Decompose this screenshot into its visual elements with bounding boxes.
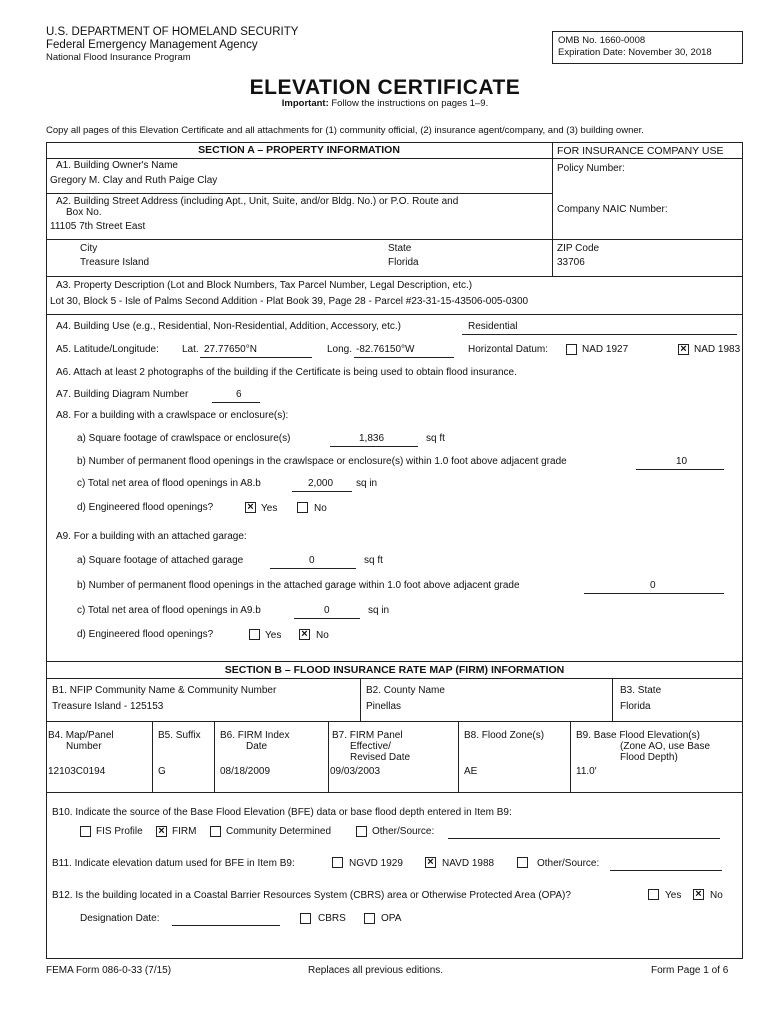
a9d-yes-label: Yes: [265, 630, 282, 641]
b5-label: B5. Suffix: [158, 730, 201, 741]
cbrs-label: CBRS: [318, 913, 346, 924]
important-note: [0, 98, 770, 109]
community-determined-label: Community Determined: [226, 826, 332, 837]
nad1927-label: NAD 1927: [582, 344, 629, 355]
a8d-no-label: No: [314, 503, 327, 514]
long-value[interactable]: -82.76150°W: [356, 344, 415, 355]
a3-value[interactable]: Lot 30, Block 5 - Isle of Palms Second Addition - Plat Book 39, Page 28 - Parcel #23-31-15-43506-005-0300: [50, 296, 529, 307]
b4-label-line2: Number: [66, 741, 102, 752]
b7-label-line2: Effective/: [350, 741, 391, 752]
b12-yes-label: Yes: [665, 890, 682, 901]
a9d-no-label: No: [316, 630, 329, 641]
b12-label: B12. Is the building located in a Coastal Barrier Resources System (CBRS) area or Otherwise Protected Area (OPA)?: [52, 890, 571, 901]
a3-label: A3. Property Description (Lot and Block Numbers, Tax Parcel Number, Legal Description, etc.): [56, 280, 473, 291]
policy-number-label: Policy Number:: [557, 163, 625, 174]
b7-label-line1: B7. FIRM Panel: [332, 730, 403, 741]
a8a-value[interactable]: 1,836: [359, 433, 385, 444]
a6-label: A6. Attach at least 2 photographs of the building if the Certificate is being used to obtain flood insurance.: [56, 367, 517, 378]
a9b-value[interactable]: 0: [650, 580, 656, 591]
naic-label: Company NAIC Number:: [557, 204, 668, 215]
b7-label-line3: Revised Date: [350, 752, 411, 763]
a4-value[interactable]: Residential: [468, 321, 518, 332]
b10-other-checkbox[interactable]: [356, 826, 367, 837]
b8-value[interactable]: AE: [464, 766, 478, 777]
b9-label-line1: B9. Base Flood Elevation(s): [576, 730, 700, 741]
zip-value[interactable]: 33706: [557, 257, 585, 268]
a8b-label: b) Number of permanent flood openings in the crawlspace or enclosure(s) within 1.0 foot above adjacent grade: [77, 456, 567, 467]
important-text: Follow the instructions on pages 1–9.: [331, 98, 489, 109]
a8c-label: c) Total net area of flood openings in A8.b: [77, 478, 261, 489]
a9d-label: d) Engineered flood openings?: [77, 629, 214, 640]
agency-name: Federal Emergency Management Agency: [46, 39, 258, 51]
lat-label: Lat.: [182, 344, 199, 355]
copy-note: Copy all pages of this Elevation Certificate and all attachments for (1) community official, (2) insurance agent/company, and (3) building owner.: [46, 125, 644, 136]
b6-label-line1: B6. FIRM Index: [220, 730, 290, 741]
b4-label-line1: B4. Map/Panel: [48, 730, 114, 741]
city-label: City: [80, 243, 98, 254]
department-name: U.S. DEPARTMENT OF HOMELAND SECURITY: [46, 26, 299, 38]
b2-label: B2. County Name: [366, 685, 445, 696]
fis-profile-checkbox[interactable]: [80, 826, 91, 837]
a2-label-line2: Box No.: [66, 207, 102, 218]
section-a-title: SECTION A – PROPERTY INFORMATION: [198, 144, 400, 156]
fis-profile-label: FIS Profile: [96, 826, 143, 837]
a8d-no-checkbox[interactable]: [297, 502, 308, 513]
a9d-no-checkbox[interactable]: ×: [299, 629, 310, 640]
cbrs-checkbox[interactable]: [300, 913, 311, 924]
b4-value[interactable]: 12103C0194: [48, 766, 106, 777]
a9c-label: c) Total net area of flood openings in A9.b: [77, 605, 261, 616]
form-number: FEMA Form 086-0-33 (7/15): [46, 965, 172, 976]
a8-label: A8. For a building with a crawlspace or enclosure(s):: [56, 410, 289, 421]
b11-label: B11. Indicate elevation datum used for BFE in Item B9:: [52, 858, 295, 869]
a2-label-line1: A2. Building Street Address (including Apt., Unit, Suite, and/or Bldg. No.) or P.O. Route and: [56, 196, 459, 207]
firm-label: FIRM: [172, 826, 197, 837]
omb-box: [552, 31, 743, 64]
b10-label: B10. Indicate the source of the Base Flood Elevation (BFE) data or base flood depth entered in Item B9:: [52, 807, 512, 818]
b1-value[interactable]: Treasure Island - 125153: [52, 701, 164, 712]
a9a-value[interactable]: 0: [309, 555, 315, 566]
form-title: ELEVATION CERTIFICATE: [249, 76, 521, 99]
a8a-label: a) Square footage of crawlspace or enclosure(s): [77, 433, 291, 444]
b1-label: B1. NFIP Community Name & Community Number: [52, 685, 277, 696]
b11-other-label: Other/Source:: [537, 858, 600, 869]
opa-checkbox[interactable]: [364, 913, 375, 924]
a7-label: A7. Building Diagram Number: [56, 389, 189, 400]
b7-value[interactable]: 09/03/2003: [330, 766, 381, 777]
b11-other-checkbox[interactable]: [517, 857, 528, 868]
a8a-unit: sq ft: [426, 433, 445, 444]
a8c-unit: sq in: [356, 478, 378, 489]
state-label: State: [388, 243, 412, 254]
firm-checkbox[interactable]: ×: [156, 826, 167, 837]
a9c-unit: sq in: [368, 605, 390, 616]
navd1988-label: NAVD 1988: [442, 858, 495, 869]
a4-label: A4. Building Use (e.g., Residential, Non-Residential, Addition, Accessory, etc.): [56, 321, 401, 332]
nad1927-checkbox[interactable]: [566, 344, 577, 355]
zip-label: ZIP Code: [557, 243, 600, 254]
a8d-label: d) Engineered flood openings?: [77, 502, 214, 513]
b6-value[interactable]: 08/18/2009: [220, 766, 271, 777]
a8d-yes-label: Yes: [261, 503, 278, 514]
a8b-value[interactable]: 10: [676, 456, 688, 467]
a5-label: A5. Latitude/Longitude:: [56, 344, 159, 355]
b8-label: B8. Flood Zone(s): [464, 730, 545, 741]
long-label: Long.: [327, 344, 353, 355]
b9-label-line2: (Zone AO, use Base: [620, 741, 711, 752]
page-number: Form Page 1 of 6: [651, 965, 729, 976]
omb-number: OMB No. 1660-0008: [558, 35, 646, 46]
state-value[interactable]: Florida: [388, 257, 419, 268]
b9-value[interactable]: 11.0': [576, 766, 597, 777]
a9a-unit: sq ft: [364, 555, 383, 566]
replaces-note: Replaces all previous editions.: [308, 965, 444, 976]
designation-date-label: Designation Date:: [80, 913, 160, 924]
b12-no-label: No: [710, 890, 723, 901]
expiration-date: Expiration Date: November 30, 2018: [558, 47, 712, 58]
a9a-label: a) Square footage of attached garage: [77, 555, 244, 566]
a7-value[interactable]: 6: [236, 389, 242, 400]
important-label: Important:: [281, 98, 329, 109]
a9b-label: b) Number of permanent flood openings in the attached garage within 1.0 foot above adjacent grade: [77, 580, 520, 591]
navd1988-checkbox[interactable]: ×: [425, 857, 436, 868]
b12-no-checkbox[interactable]: ×: [693, 889, 704, 900]
section-b-title: SECTION B – FLOOD INSURANCE RATE MAP (FIRM) INFORMATION: [224, 664, 565, 676]
b9-label-line3: Flood Depth): [620, 752, 678, 763]
a9d-yes-checkbox[interactable]: [249, 629, 260, 640]
horizontal-datum-label: Horizontal Datum:: [468, 344, 549, 355]
a9-label: A9. For a building with an attached garage:: [56, 531, 247, 542]
a8d-yes-checkbox[interactable]: ×: [245, 502, 256, 513]
b2-value[interactable]: Pinellas: [366, 701, 402, 712]
opa-label: OPA: [381, 913, 402, 924]
b6-label-line2: Date: [246, 741, 268, 752]
a1-label: A1. Building Owner's Name: [56, 160, 178, 171]
community-determined-checkbox[interactable]: [210, 826, 221, 837]
a8c-value[interactable]: 2,000: [308, 478, 334, 489]
a1-value[interactable]: Gregory M. Clay and Ruth Paige Clay: [50, 175, 218, 186]
city-value[interactable]: Treasure Island: [80, 257, 150, 268]
ngvd1929-checkbox[interactable]: [332, 857, 343, 868]
ngvd1929-label: NGVD 1929: [349, 858, 403, 869]
b10-other-label: Other/Source:: [372, 826, 435, 837]
b5-value[interactable]: G: [158, 766, 166, 777]
nad1983-label: NAD 1983: [694, 344, 741, 355]
lat-value[interactable]: 27.77650°N: [204, 344, 257, 355]
a2-value[interactable]: 11105 7th Street East: [50, 221, 146, 232]
a9c-value[interactable]: 0: [324, 605, 330, 616]
insurance-use-label: FOR INSURANCE COMPANY USE: [557, 145, 724, 157]
b3-value[interactable]: Florida: [620, 701, 651, 712]
program-name: National Flood Insurance Program: [46, 52, 191, 63]
b3-label: B3. State: [620, 685, 662, 696]
nad1983-checkbox[interactable]: ×: [678, 344, 689, 355]
b12-yes-checkbox[interactable]: [648, 889, 659, 900]
